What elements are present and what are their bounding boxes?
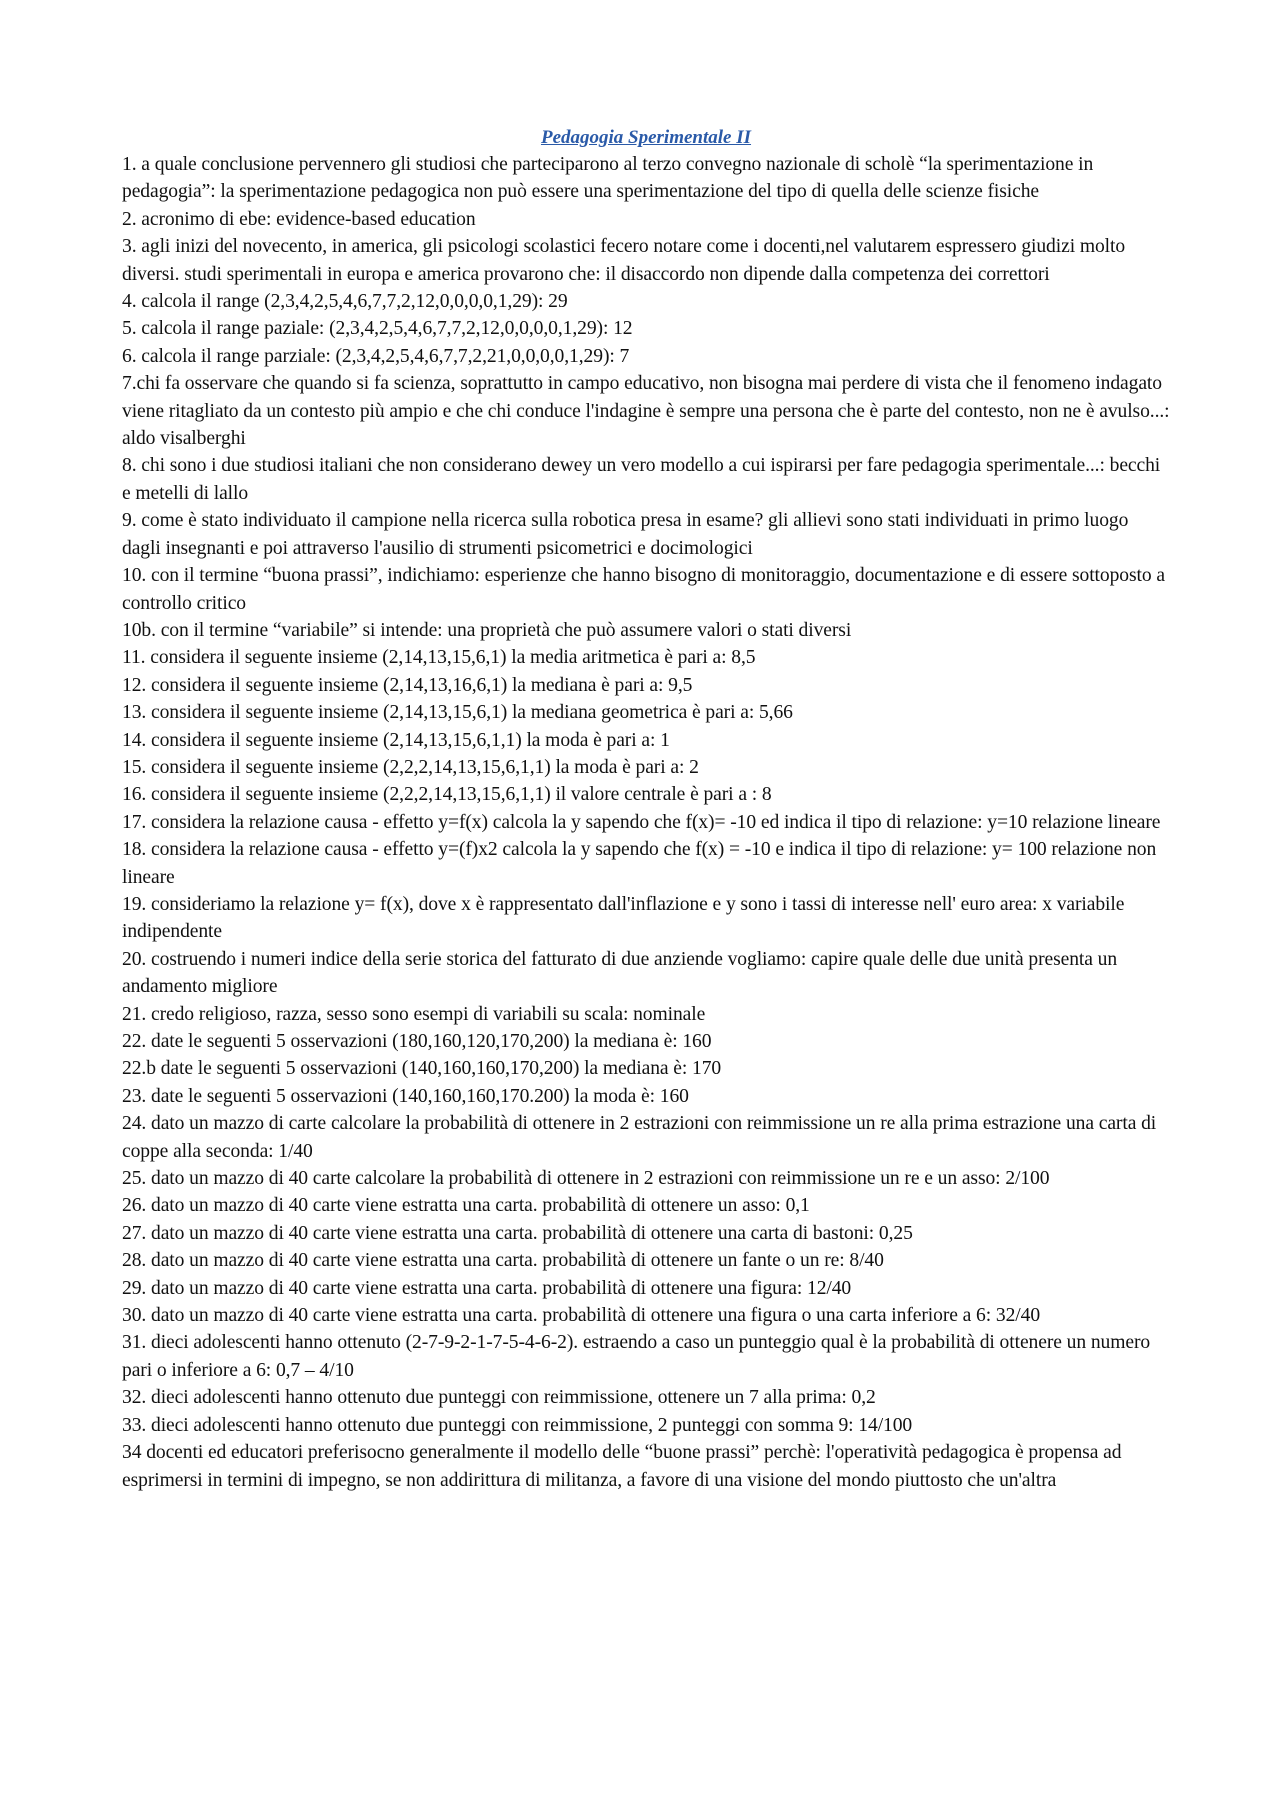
question-item: 7.chi fa osservare che quando si fa scienza, soprattutto in campo educativo, non bisogna mai perdere di vista che il fenomeno indagato viene ritagliato da un contesto più ampio e che chi conduce l'indagine è sempre una persona che è parte del contesto, non ne è avulso...: aldo visalberghi bbox=[122, 373, 1170, 450]
document-title: Pedagogia Sperimentale II bbox=[540, 127, 752, 148]
question-item: 17. considera la relazione causa - effetto y=f(x) calcola la y sapendo che f(x)= -10 ed indica il tipo di relazione: y=10 relazione lineare bbox=[122, 811, 1161, 833]
question-item: 6. calcola il range parziale: (2,3,4,2,5,4,6,7,7,2,21,0,0,0,0,1,29): 7 bbox=[122, 345, 630, 367]
question-item: 32. dieci adolescenti hanno ottenuto due punteggi con reimmissione, ottenere un 7 alla prima: 0,2 bbox=[122, 1387, 876, 1409]
question-item: 26. dato un mazzo di 40 carte viene estratta una carta. probabilità di ottenere un asso: 0,1 bbox=[122, 1195, 810, 1217]
question-item: 15. considera il seguente insieme (2,2,2,14,13,15,6,1,1) la moda è pari a: 2 bbox=[122, 756, 699, 778]
question-item: 2. acronimo di ebe: evidence-based education bbox=[122, 208, 476, 230]
question-item: 19. consideriamo la relazione y= f(x), dove x è rappresentato dall'inflazione e y sono i tassi di interesse nell' euro area: x variabile indipendente bbox=[122, 893, 1125, 943]
question-item: 11. considera il seguente insieme (2,14,13,15,6,1) la media aritmetica è pari a: 8,5 bbox=[122, 647, 756, 669]
question-item: 25. dato un mazzo di 40 carte calcolare la probabilità di ottenere in 2 estrazioni con reimmissione un re e un asso: 2/100 bbox=[122, 1168, 1050, 1190]
question-item: 24. dato un mazzo di carte calcolare la probabilità di ottenere in 2 estrazioni con reimmissione un re alla prima estrazione una carta di coppe alla seconda: 1/40 bbox=[122, 1113, 1157, 1162]
question-list bbox=[122, 151, 1170, 1494]
question-item: 20. costruendo i numeri indice della serie storica del fatturato di due anziende vogliamo: capire quale delle due unità presenta un andamento migliore bbox=[122, 948, 1118, 998]
question-item: 3. agli inizi del novecento, in america, gli psicologi scolastici fecero notare come i docenti,nel valutarem espressero giudizi molto diversi. studi sperimentali in europa e america provarono che: il disaccordo non dipende dalla competenza dei correttori bbox=[122, 236, 1126, 285]
question-item: 1. a quale conclusione pervennero gli studiosi che parteciparono al terzo convegno nazionale di scholè “la sperimentazione in pedagogia”: la sperimentazione pedagogica non può essere una sperimentazione del tipo di quella delle scienze fisiche bbox=[122, 154, 1094, 203]
question-item: 28. dato un mazzo di 40 carte viene estratta una carta. probabilità di ottenere un fante o un re: 8/40 bbox=[122, 1250, 884, 1272]
question-item: 5. calcola il range paziale: (2,3,4,2,5,4,6,7,7,2,12,0,0,0,0,1,29): 12 bbox=[122, 318, 633, 340]
question-item: 34 docenti ed educatori preferisocno generalmente il modello delle “buone prassi” perchè: l'operatività pedagogica è propensa ad esprimersi in termini di impegno, se non addirittura di militanza, a favore di una visione del mondo piuttosto che un'altra bbox=[122, 1442, 1122, 1491]
question-item: 8. chi sono i due studiosi italiani che non considerano dewey un vero modello a cui ispirarsi per fare pedagogia sperimentale...: becchi e metelli di lallo bbox=[122, 455, 1161, 504]
question-item: 16. considera il seguente insieme (2,2,2,14,13,15,6,1,1) il valore centrale è pari a : 8 bbox=[122, 784, 772, 806]
question-item: 27. dato un mazzo di 40 carte viene estratta una carta. probabilità di ottenere una carta di bastoni: 0,25 bbox=[122, 1222, 913, 1244]
question-item: 31. dieci adolescenti hanno ottenuto (2-7-9-2-1-7-5-4-6-2). estraendo a caso un punteggio qual è la probabilità di ottenere un numero pari o inferiore a 6: 0,7 – 4/10 bbox=[122, 1332, 1151, 1381]
question-item: 21. credo religioso, razza, sesso sono esempi di variabili su scala: nominale bbox=[122, 1003, 706, 1025]
question-item: 22.b date le seguenti 5 osservazioni (140,160,160,170,200) la mediana è: 170 bbox=[122, 1058, 722, 1080]
question-item: 12. considera il seguente insieme (2,14,13,16,6,1) la mediana è pari a: 9,5 bbox=[122, 674, 693, 696]
question-item: 33. dieci adolescenti hanno ottenuto due punteggi con reimmissione, 2 punteggi con somma 9: 14/100 bbox=[122, 1414, 913, 1436]
question-item: 9. come è stato individuato il campione nella ricerca sulla robotica presa in esame? gli allievi sono stati individuati in primo luogo dagli insegnanti e poi attraverso l'ausilio di strumenti psicometrici e docimologici bbox=[122, 510, 1129, 559]
question-item: 10. con il termine “buona prassi”, indichiamo: esperienze che hanno bisogno di monitoraggio, documentazione e di essere sottoposto a controllo critico bbox=[122, 565, 1165, 614]
question-item: 22. date le seguenti 5 osservazioni (180,160,120,170,200) la mediana è: 160 bbox=[122, 1031, 712, 1052]
question-item: 23. date le seguenti 5 osservazioni (140,160,160,170.200) la moda è: 160 bbox=[122, 1085, 689, 1107]
question-item: 10b. con il termine “variabile” si intende: una proprietà che può assumere valori o stati diversi bbox=[122, 619, 852, 641]
question-item: 30. dato un mazzo di 40 carte viene estratta una carta. probabilità di ottenere una figura o una carta inferiore a 6: 32/40 bbox=[122, 1305, 1041, 1327]
question-item: 13. considera il seguente insieme (2,14,13,15,6,1) la mediana geometrica è pari a: 5,66 bbox=[122, 702, 793, 724]
question-item: 14. considera il seguente insieme (2,14,13,15,6,1,1) la moda è pari a: 1 bbox=[122, 729, 670, 751]
question-item: 18. considera la relazione causa - effetto y=(f)x2 calcola la y sapendo che f(x) = -10 e indica il tipo di relazione: y= 100 relazione non lineare bbox=[122, 839, 1157, 888]
question-item: 4. calcola il range (2,3,4,2,5,4,6,7,7,2,12,0,0,0,0,1,29): 29 bbox=[122, 291, 568, 313]
question-item: 29. dato un mazzo di 40 carte viene estratta una carta. probabilità di ottenere una figura: 12/40 bbox=[122, 1277, 852, 1299]
